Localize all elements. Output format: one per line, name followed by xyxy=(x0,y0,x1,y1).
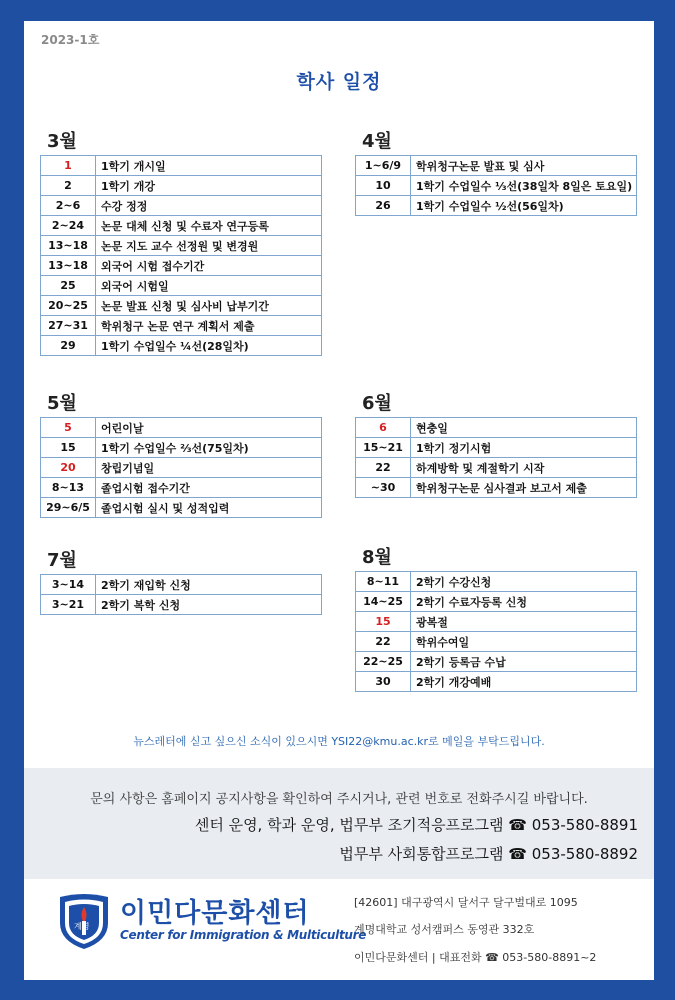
date-cell: 15~21 xyxy=(356,438,411,458)
schedule-table xyxy=(40,155,322,356)
event-cell: 졸업시험 실시 및 성적입력 xyxy=(96,498,322,518)
month-label: 5월 xyxy=(47,393,77,414)
event-cell: 2학기 재입학 신청 xyxy=(96,575,322,595)
schedule-table xyxy=(355,571,637,692)
event-cell: 외국어 시험 접수기간 xyxy=(96,256,322,276)
event-cell: 광복절 xyxy=(411,612,637,632)
month-april xyxy=(355,127,637,216)
date-cell: 2~6 xyxy=(41,196,96,216)
table-row xyxy=(41,336,322,356)
event-cell: 학위청구 논문 연구 계획서 제출 xyxy=(96,316,322,336)
date-cell: 1 xyxy=(41,156,96,176)
center-logo-english: Center for Immigration & Multiculture xyxy=(120,928,367,942)
table-row xyxy=(41,498,322,518)
date-cell: 22 xyxy=(356,632,411,652)
date-cell: 3~14 xyxy=(41,575,96,595)
event-cell: 논문 대체 신청 및 수료자 연구등록 xyxy=(96,216,322,236)
contact-intro: 문의 사항은 홈페이지 공지사항을 확인하여 주시거나, 관련 번호로 전화주시길 바랍니다. xyxy=(90,792,588,807)
event-cell: 외국어 시험일 xyxy=(96,276,322,296)
page-title: 학사 일정 xyxy=(296,71,382,93)
event-cell: 수강 정정 xyxy=(96,196,322,216)
event-cell: 1학기 개강 xyxy=(96,176,322,196)
month-label: 4월 xyxy=(362,131,392,152)
event-cell: 2학기 등록금 수납 xyxy=(411,652,637,672)
date-cell: 14~25 xyxy=(356,592,411,612)
date-cell: 2~24 xyxy=(41,216,96,236)
table-row xyxy=(356,612,637,632)
table-row xyxy=(41,438,322,458)
table-row xyxy=(356,458,637,478)
table-row xyxy=(356,196,637,216)
month-label: 6월 xyxy=(362,393,392,414)
date-cell: ~30 xyxy=(356,478,411,498)
event-cell: 어린이날 xyxy=(96,418,322,438)
contact-section xyxy=(24,768,654,879)
date-cell: 1~6/9 xyxy=(356,156,411,176)
table-row xyxy=(41,595,322,615)
table-row xyxy=(41,478,322,498)
month-label: 8월 xyxy=(362,547,392,568)
contact-phone-center: 센터 운영, 학과 운영, 법무부 조기적응프로그램 ☎ 053-580-8891 xyxy=(194,816,638,834)
address-line: [42601] 대구광역시 달서구 달구벌대로 1095 xyxy=(354,896,578,909)
date-cell: 8~13 xyxy=(41,478,96,498)
date-cell: 22~25 xyxy=(356,652,411,672)
event-cell: 학위청구논문 심사결과 보고서 제출 xyxy=(411,478,637,498)
date-cell: 25 xyxy=(41,276,96,296)
event-cell: 논문 발표 신청 및 심사비 납부기간 xyxy=(96,296,322,316)
contact-phone-integration: 법무부 사회통합프로그램 ☎ 053-580-8892 xyxy=(339,845,638,863)
event-cell: 학위수여일 xyxy=(411,632,637,652)
table-row xyxy=(41,296,322,316)
table-row xyxy=(41,216,322,236)
event-cell: 창립기념일 xyxy=(96,458,322,478)
schedule-table xyxy=(40,417,322,518)
event-cell: 1학기 수업일수 ⅓선(38일차 8일은 토요일) xyxy=(411,176,637,196)
schedule-table xyxy=(355,417,637,498)
month-may xyxy=(40,389,322,518)
event-cell: 2학기 수료자등록 신청 xyxy=(411,592,637,612)
event-cell: 1학기 수업일수 ½선(56일차) xyxy=(411,196,637,216)
date-cell: 13~18 xyxy=(41,236,96,256)
event-cell: 하계방학 및 계절학기 시작 xyxy=(411,458,637,478)
date-cell: 27~31 xyxy=(41,316,96,336)
table-row xyxy=(41,316,322,336)
footer xyxy=(24,879,654,980)
table-row xyxy=(41,418,322,438)
table-row xyxy=(356,572,637,592)
event-cell: 학위청구논문 발표 및 심사 xyxy=(411,156,637,176)
date-cell: 5 xyxy=(41,418,96,438)
table-row xyxy=(41,276,322,296)
table-row xyxy=(41,256,322,276)
month-august xyxy=(355,543,637,692)
table-row xyxy=(356,418,637,438)
date-cell: 6 xyxy=(356,418,411,438)
table-row xyxy=(356,156,637,176)
date-cell: 8~11 xyxy=(356,572,411,592)
event-cell: 2학기 개강예배 xyxy=(411,672,637,692)
month-label: 7월 xyxy=(47,550,77,571)
table-row xyxy=(356,592,637,612)
date-cell: 29 xyxy=(41,336,96,356)
table-row xyxy=(41,196,322,216)
newsletter-page xyxy=(24,21,654,980)
table-row xyxy=(356,632,637,652)
emblem-text: 계명 xyxy=(74,922,90,931)
date-cell: 13~18 xyxy=(41,256,96,276)
table-row xyxy=(41,176,322,196)
main-phone: 이민다문화센터 | 대표전화 ☎ 053-580-8891~2 xyxy=(354,951,597,964)
newsletter-notice: 뉴스레터에 싣고 싶으신 소식이 있으시면 YSI22@kmu.ac.kr로 메일을 부탁드립니다. xyxy=(133,735,545,748)
table-row xyxy=(41,156,322,176)
date-cell: 29~6/5 xyxy=(41,498,96,518)
month-july xyxy=(40,546,322,615)
center-logo-korean: 이민다문화센터 xyxy=(120,898,310,929)
event-cell: 2학기 복학 신청 xyxy=(96,595,322,615)
date-cell: 30 xyxy=(356,672,411,692)
schedule-table xyxy=(355,155,637,216)
month-june xyxy=(355,389,637,498)
table-row xyxy=(356,672,637,692)
date-cell: 3~21 xyxy=(41,595,96,615)
date-cell: 26 xyxy=(356,196,411,216)
issue-number: 2023-1호 xyxy=(41,33,100,47)
date-cell: 10 xyxy=(356,176,411,196)
table-row xyxy=(356,176,637,196)
date-cell: 15 xyxy=(41,438,96,458)
table-row xyxy=(356,652,637,672)
event-cell: 2학기 수강신청 xyxy=(411,572,637,592)
center-emblem-icon xyxy=(58,893,110,955)
table-row xyxy=(41,458,322,478)
address-building: 계명대학교 성서캠퍼스 동영관 332호 xyxy=(354,923,535,936)
table-row xyxy=(356,478,637,498)
event-cell: 현충일 xyxy=(411,418,637,438)
event-cell: 1학기 정기시험 xyxy=(411,438,637,458)
month-label: 3월 xyxy=(47,131,77,152)
date-cell: 20~25 xyxy=(41,296,96,316)
event-cell: 졸업시험 접수기간 xyxy=(96,478,322,498)
date-cell: 20 xyxy=(41,458,96,478)
event-cell: 1학기 수업일수 ¼선(28일차) xyxy=(96,336,322,356)
event-cell: 논문 지도 교수 선정원 및 변경원 xyxy=(96,236,322,256)
table-row xyxy=(41,236,322,256)
date-cell: 15 xyxy=(356,612,411,632)
month-march xyxy=(40,127,322,356)
table-row xyxy=(41,575,322,595)
date-cell: 22 xyxy=(356,458,411,478)
event-cell: 1학기 수업일수 ⅔선(75일차) xyxy=(96,438,322,458)
table-row xyxy=(356,438,637,458)
schedule-table xyxy=(40,574,322,615)
event-cell: 1학기 개시일 xyxy=(96,156,322,176)
date-cell: 2 xyxy=(41,176,96,196)
